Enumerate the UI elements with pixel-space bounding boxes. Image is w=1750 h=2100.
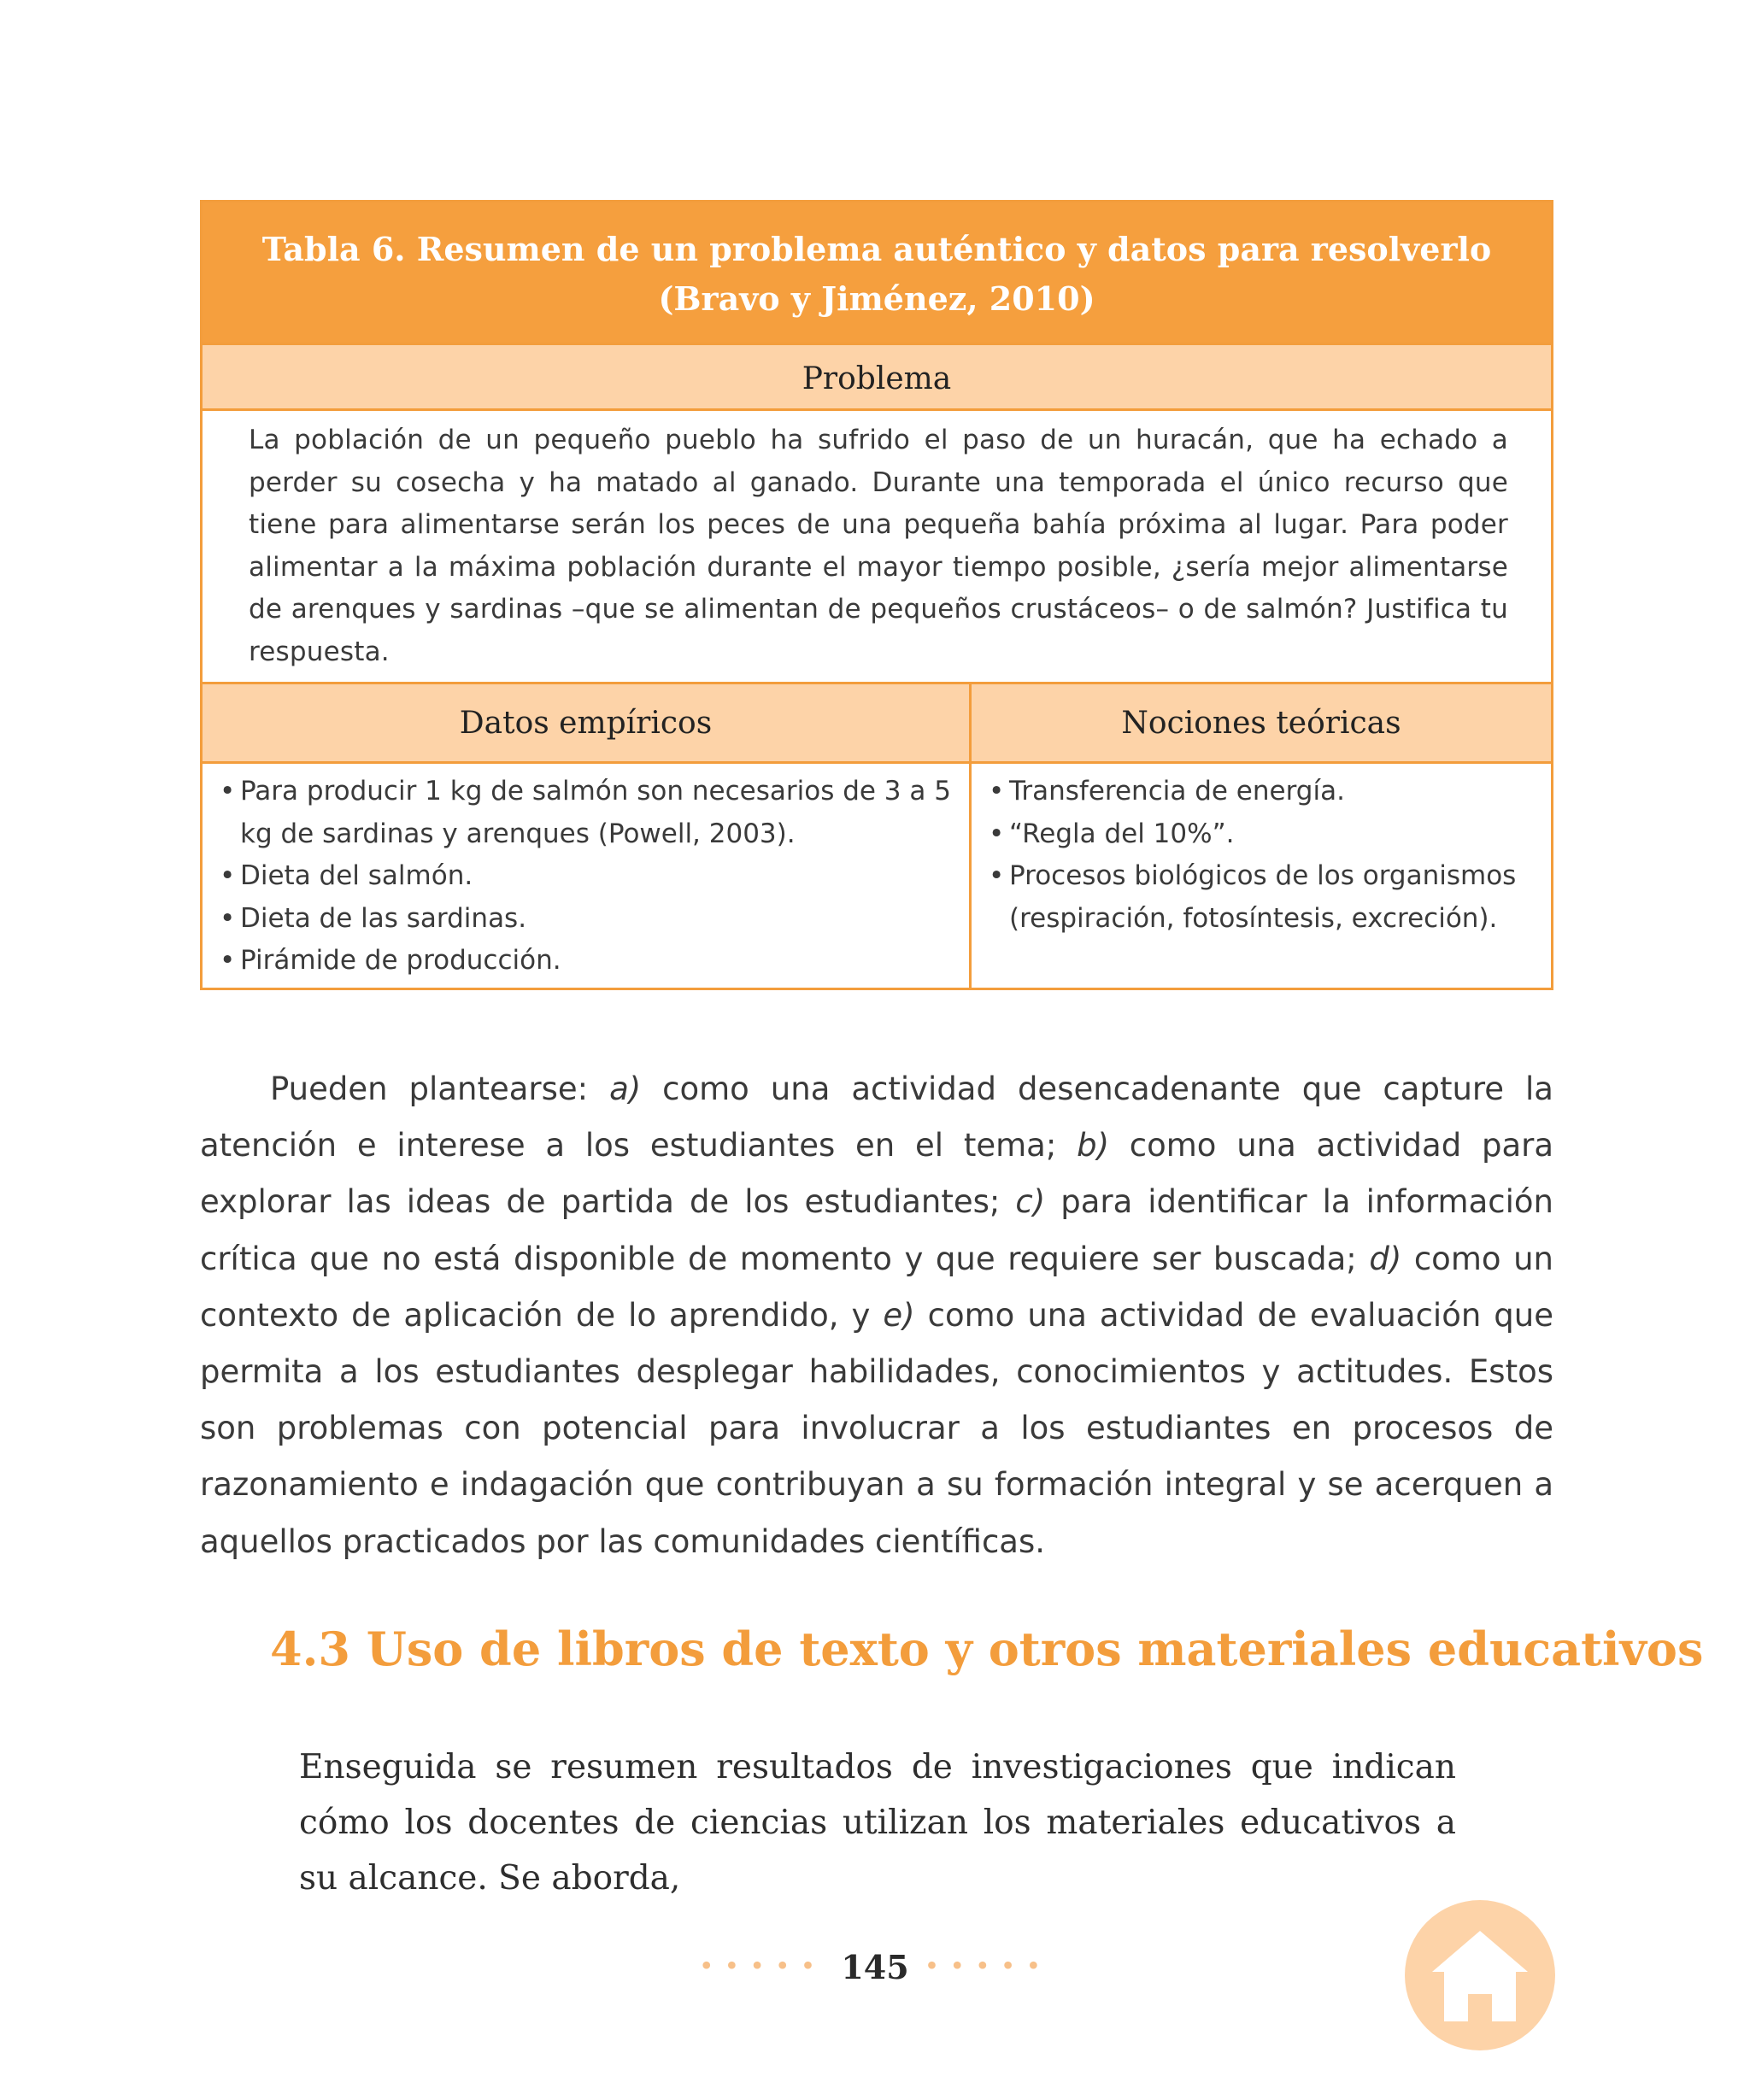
section-title: 4.3 Uso de libros de texto y otros materiales educativos <box>270 1622 1704 1676</box>
empirical-data-header: Datos empíricos <box>203 684 969 764</box>
footer-dots-left: ••••• <box>698 1951 826 1982</box>
body-paragraph <box>200 1061 1553 1570</box>
data-columns <box>203 684 1551 988</box>
home-icon <box>1427 1922 1533 2028</box>
theory-header: Nociones teóricas <box>972 684 1551 764</box>
list-item: • Dieta de las sardinas. <box>220 898 957 941</box>
problem-text: La población de un pequeño pueblo ha sufrido el paso de un huracán, que ha echado a perder su cosecha y ha matado al ganado. Durante una temporada el único recurso que tiene para alimentarse serán los peces de una pequeña bahía próxima al lugar. Para poder alimentar a la máxima población durante el mayor tiempo posible, ¿sería mejor alimentarse de arenques y sardinas –que se alimentan de pequeños crustáceos– o de salmón? Justifica tu respuesta. <box>203 411 1551 684</box>
table-title-line1: Tabla 6. Resumen de un problema auténtico y datos para resolverlo <box>261 230 1492 268</box>
table-title-line2: (Bravo y Jiménez, 2010) <box>658 279 1095 318</box>
list-item: • Pirámide de producción. <box>220 940 957 983</box>
item-label-b: b) <box>1077 1127 1109 1164</box>
item-text-b: como una actividad para explorar las ideas de partida de los estudiantes; <box>200 1127 1554 1221</box>
summary-table <box>200 200 1553 990</box>
item-text-e: como una actividad de evaluación que permita a los estudiantes desplegar habilidades, conocimientos y actitudes. Estos son problemas con potencial para involucrar a los estudiantes en procesos de razonamiento e indagación que contribuyan a su formación integral y se acerquen a aquellos practicados por las comunidades científicas. <box>200 1296 1553 1560</box>
problem-header: Problema <box>203 345 1551 411</box>
section-paragraph: Enseguida se resumen resultados de investigaciones que indican cómo los docentes de ciencias utilizan los materiales educativos a su alcance. Se aborda, <box>299 1748 1456 1898</box>
footer-dots-right: ••••• <box>924 1951 1052 1982</box>
list-item: • Dieta del salmón. <box>220 855 957 898</box>
page-number: 145 <box>841 1947 909 1986</box>
item-label-a: a) <box>609 1071 642 1107</box>
item-label-d: d) <box>1369 1240 1402 1277</box>
item-text-c: para identificar la información crítica que no está disponible de momento y que requiere ser buscada; <box>200 1183 1553 1277</box>
item-label-e: e) <box>883 1296 915 1334</box>
paragraph-intro: Pueden plantearse: <box>270 1071 610 1107</box>
item-text-a: como una actividad desencadenante que capture la atención e interese a los estudiantes en el tema; <box>200 1071 1553 1164</box>
list-item: • Para producir 1 kg de salmón son necesarios de 3 a 5 kg de sardinas y arenques (Powell, 2003). <box>220 771 957 855</box>
table-title <box>203 202 1551 345</box>
list-item: • “Regla del 10%”. <box>989 813 1539 856</box>
home-button[interactable] <box>1405 1900 1555 2050</box>
list-item: • Procesos biológicos de los organismos (respiración, fotosíntesis, excreción). <box>989 855 1539 940</box>
item-label-c: c) <box>1015 1183 1046 1221</box>
empirical-data-list <box>203 764 969 988</box>
theory-list <box>972 764 1551 945</box>
list-item: • Transferencia de energía. <box>989 771 1539 813</box>
item-text-d: como un contexto de aplicación de lo aprendido, y <box>200 1240 1553 1334</box>
theory-column <box>972 684 1551 988</box>
empirical-data-column <box>203 684 972 988</box>
